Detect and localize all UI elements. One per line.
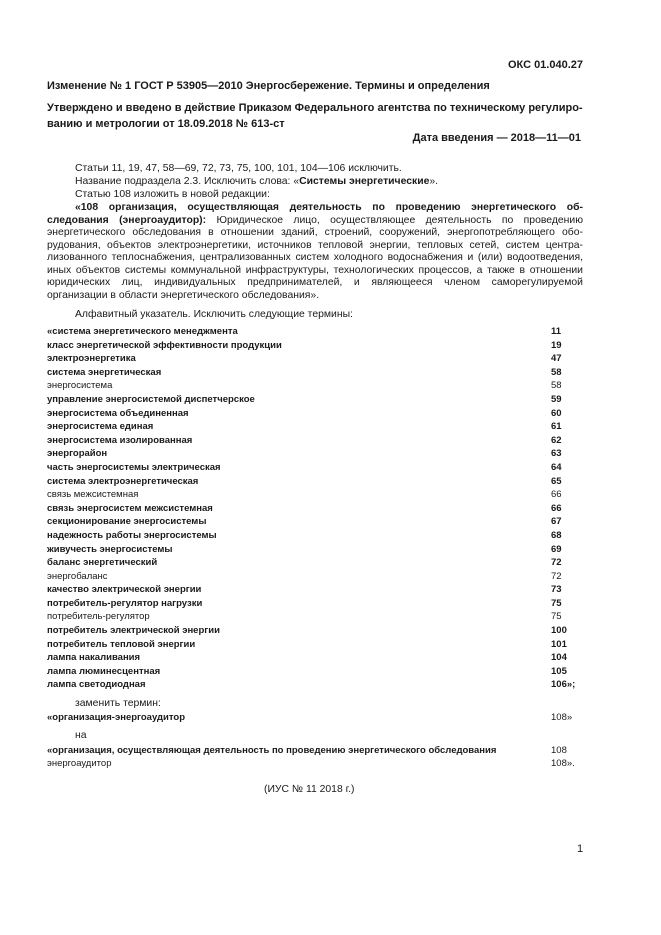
document-title: Изменение № 1 ГОСТ Р 53905—2010 Энергосбережение. Термины и определения xyxy=(47,80,490,92)
index-term: энергосистема изолированная xyxy=(47,434,193,446)
index-number: 61 xyxy=(551,421,562,433)
page-number: 1 xyxy=(577,843,584,855)
index-term: потребитель-регулятор xyxy=(47,611,150,623)
index-term: лампа светодиодная xyxy=(47,679,146,691)
index-row xyxy=(47,529,575,543)
index-term: класс энергетической эффективности продукции xyxy=(47,339,282,351)
index-row xyxy=(47,570,575,584)
okc-code: ОКС 01.040.27 xyxy=(507,59,583,71)
index-number: 101 xyxy=(551,638,567,650)
old-term-number: 108» xyxy=(551,712,573,723)
index-term: лампа накаливания xyxy=(47,652,141,664)
index-row xyxy=(47,488,575,502)
text-line-delete-articles: Статьи 11, 19, 47, 58—69, 72, 73, 75, 100, 101, 104—106 исключить. xyxy=(75,163,402,174)
index-term: потребитель-регулятор нагрузки xyxy=(47,597,203,609)
index-number: 67 xyxy=(551,516,562,528)
old-term: «организация-энергоаудитор xyxy=(47,712,186,723)
index-term: связь межсистемная xyxy=(47,489,139,501)
index-number: 69 xyxy=(551,543,562,555)
index-row xyxy=(47,638,575,652)
index-number: 66 xyxy=(551,489,562,501)
index-term: надежность работы энергосистемы xyxy=(47,529,217,541)
index-term: «система энергетического менеджмента xyxy=(47,326,238,337)
index-number: 105 xyxy=(551,665,567,677)
effective-date: Дата введения — 2018—11—01 xyxy=(412,132,581,144)
index-number: 68 xyxy=(551,529,562,541)
index-number: 73 xyxy=(551,584,562,596)
index-row xyxy=(47,352,575,366)
index-number: 66 xyxy=(551,502,562,514)
index-number: 104 xyxy=(551,652,567,664)
index-number: 62 xyxy=(551,434,562,446)
index-number: 75 xyxy=(551,597,562,609)
index-row xyxy=(47,624,575,638)
index-term: энергорайон xyxy=(47,448,108,460)
alphabetical-index-list xyxy=(47,325,575,692)
index-number: 72 xyxy=(551,557,562,569)
replace-intro: заменить термин: xyxy=(75,698,161,709)
index-number: 106»; xyxy=(551,679,576,691)
index-number: 75 xyxy=(551,611,562,623)
index-row xyxy=(47,543,575,557)
approval-statement: Утверждено и введено в действие Приказом Федерального агентства по техническому регулированию и метрологии от 18.09.2018 № 613-ст xyxy=(47,102,583,130)
index-term: связь энергосистем межсистемная xyxy=(47,502,213,514)
index-row xyxy=(47,610,575,624)
index-number: 63 xyxy=(551,448,562,460)
index-term: система энергетическая xyxy=(47,366,162,378)
index-row xyxy=(47,461,575,475)
index-row xyxy=(47,556,575,570)
index-term: энергосистема xyxy=(47,380,113,392)
index-number: 65 xyxy=(551,475,562,487)
index-number: 59 xyxy=(551,393,562,405)
index-row xyxy=(47,651,575,665)
article-108-paragraph: «108 организация, осуществляющая деятельность по проведению энергетического обследования (энергоаудитор): Юридическое лицо, осуществляющее деятельность по проведению энергетического обследования в отношении зданий, строений, сооружений, энергопотребляющего оборудования, объектов электроэнергетики, источников тепловой энергии, тепловых сетей, систем централизованного теплоснабжения, централизованных систем холодного водоснабжения и (или) водоотведения, иных объектов системы коммунальной инфраструктуры, технологических процессов, а также в отношении юридических лиц, индивидуальных предпринимателей, и являющееся членом саморегулируемой организации в области энергетического обследования». xyxy=(47,202,583,301)
index-number: 58 xyxy=(551,380,562,392)
index-row xyxy=(47,665,575,679)
index-row xyxy=(47,434,575,448)
index-row xyxy=(47,379,575,393)
index-term: потребитель тепловой энергии xyxy=(47,638,196,650)
index-row xyxy=(47,420,575,434)
index-term: энергосистема единая xyxy=(47,421,154,433)
index-term: живучесть энергосистемы xyxy=(47,543,173,555)
index-term: лампа люминесцентная xyxy=(47,665,161,677)
index-term: электроэнергетика xyxy=(47,353,136,365)
text-line-subsection: Название подраздела 2.3. Исключить слова: «Системы энергетические». xyxy=(75,176,439,187)
index-number: 19 xyxy=(551,339,562,351)
text-line-article-108: Статью 108 изложить в новой редакции: xyxy=(75,189,270,200)
index-number: 72 xyxy=(551,570,562,582)
new-term: «организация, осуществляющая деятельность по проведению энергетического обследования xyxy=(47,745,497,756)
index-row xyxy=(47,366,575,380)
index-row xyxy=(47,325,575,339)
index-term: энергобаланс xyxy=(47,570,108,582)
index-row xyxy=(47,393,575,407)
new-term-abbrev-number: 108». xyxy=(551,758,575,769)
index-row xyxy=(47,678,575,692)
index-term: система электроэнергетическая xyxy=(47,475,199,487)
index-row xyxy=(47,583,575,597)
index-term: потребитель электрической энергии xyxy=(47,625,220,637)
index-number: 64 xyxy=(551,461,562,473)
index-row xyxy=(47,407,575,421)
index-row xyxy=(47,339,575,353)
index-row xyxy=(47,447,575,461)
new-term-abbrev: энергоаудитор xyxy=(47,758,112,769)
source-reference: (ИУС № 11 2018 г.) xyxy=(264,784,355,795)
index-number: 58 xyxy=(551,366,562,378)
index-row xyxy=(47,515,575,529)
index-term: секционирование энергосистемы xyxy=(47,516,207,528)
index-term: баланс энергетический xyxy=(47,557,158,569)
new-term-number: 108 xyxy=(551,745,567,756)
index-term: управление энергосистемой диспетчерское xyxy=(47,393,255,405)
index-row xyxy=(47,475,575,489)
index-number: 11 xyxy=(551,326,562,337)
text-line-alphabetical-index: Алфавитный указатель. Исключить следующие термины: xyxy=(75,309,353,320)
index-number: 60 xyxy=(551,407,562,419)
index-row xyxy=(47,502,575,516)
index-number: 47 xyxy=(551,353,562,365)
replace-na: на xyxy=(75,730,87,741)
index-term: энергосистема объединенная xyxy=(47,407,189,419)
index-row xyxy=(47,597,575,611)
index-term: качество электрической энергии xyxy=(47,584,202,596)
index-number: 100 xyxy=(551,625,567,637)
index-term: часть энергосистемы электрическая xyxy=(47,461,221,473)
